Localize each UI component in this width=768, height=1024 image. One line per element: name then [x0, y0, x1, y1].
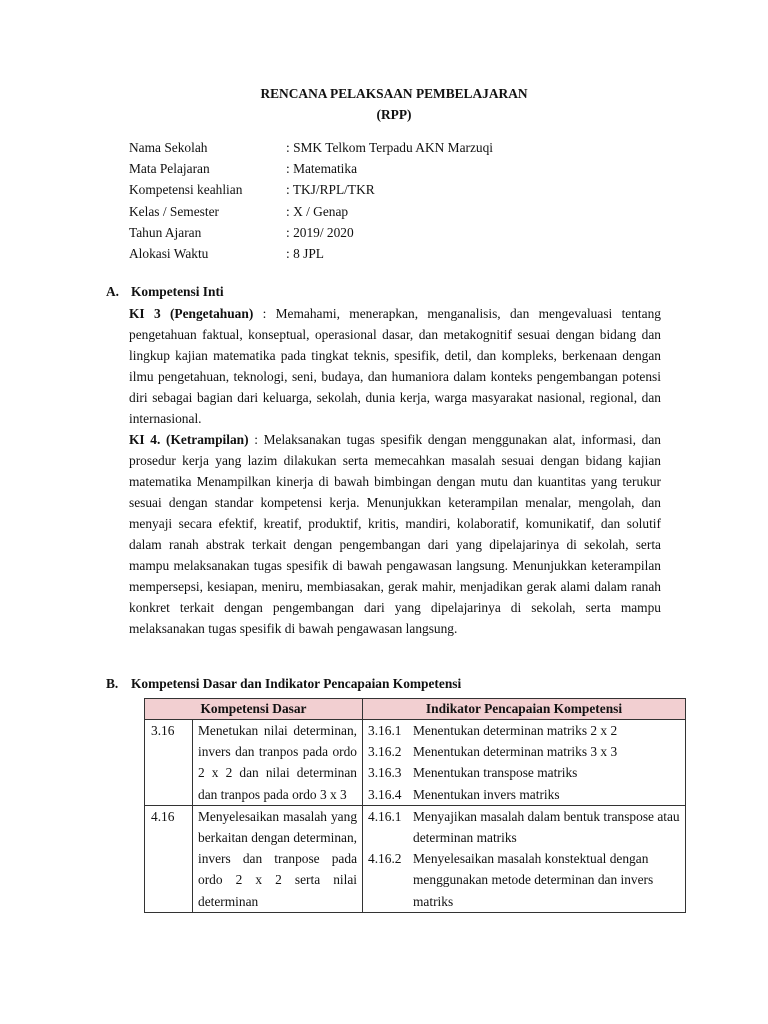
indicator-item	[368, 741, 685, 762]
ki4-paragraph	[129, 429, 661, 639]
ki4-label: KI 4. (Ketrampilan)	[129, 432, 249, 447]
ki4-text: : Melaksanakan tugas spesifik dengan menggunakan alat, informasi, dan prosedur kerja yang lazim dilakukan serta memecahkan masalah sesuai dengan bidang kajian matematika Menampilkan kinerja di bawah bimbingan dengan mutu dan kuantitas yang terukur sesuai dengan standar kompetensi kerja. Menunjukkan keterampilan menalar, mengolah, dan menyaji secara efektif, kreatif, produktif, kritis, mandiri, kolaboratif, komunikatif, dan solutif dalam ranah abstrak terkait dengan pengembangan dari yang dipelajarinya di sekolah, serta mampu melaksanakan tugas spesifik di bawah pengawasan langsung. Menunjukkan keterampilan mempersepsi, kesiapan, meniru, membiasakan, gerak mahir, menjadikan gerak alami dalam ranah konkret terkait dengan pengembangan dari yang dipelajarinya di sekolah, serta mampu melaksanakan tugas spesifik di bawah pengawasan langsung.	[129, 432, 661, 636]
info-label: Nama Sekolah	[129, 140, 208, 155]
indicator-text: Menyajikan masalah dalam bentuk transpose atau determinan matriks	[413, 808, 680, 846]
indicator-list	[363, 805, 686, 912]
table-header-row	[145, 699, 686, 720]
info-label: Alokasi Waktu	[129, 245, 209, 261]
indicator-item	[368, 806, 685, 848]
ki3-paragraph	[129, 303, 661, 429]
competency-table	[144, 698, 686, 913]
document-title: RENCANA PELAKSAAN PEMBELAJARAN	[260, 86, 528, 101]
kd-number: 4.16	[145, 805, 193, 912]
indicator-text: Menentukan determinan matriks 3 x 3	[413, 744, 618, 760]
indicator-item	[368, 784, 685, 805]
indicator-item	[368, 720, 685, 741]
section-title: Kompetensi Dasar dan Indikator Pencapaian Kompetensi	[131, 676, 462, 691]
indicator-list	[363, 720, 686, 806]
indicator-code: 3.16.2	[368, 744, 402, 760]
info-label: Tahun Ajaran	[129, 224, 202, 240]
info-value: : X / Genap	[286, 203, 349, 219]
table-row	[145, 720, 686, 806]
indicator-code: 4.16.2	[368, 851, 402, 867]
info-value: : SMK Telkom Terpadu AKN Marzuqi	[286, 140, 494, 155]
indicator-code: 3.16.3	[368, 765, 402, 781]
ki3-label: KI 3 (Pengetahuan)	[129, 306, 254, 321]
section-letter: B.	[106, 676, 119, 691]
kd-description: Menyelesaikan masalah yang berkaitan dengan determinan, invers dan tranpose pada ordo 2 x 2 serta nilai determinan	[193, 805, 363, 912]
section-a-heading	[106, 284, 224, 300]
indicator-item	[368, 762, 685, 783]
header-indikator: Indikator Pencapaian Kompetensi	[363, 699, 686, 720]
info-value: : TKJ/RPL/TKR	[286, 182, 375, 198]
info-label: Mata Pelajaran	[129, 161, 210, 177]
indicator-code: 3.16.1	[368, 723, 402, 738]
table-row	[145, 805, 686, 912]
section-b-heading	[106, 676, 461, 692]
indicator-text: Menentukan invers matriks	[413, 786, 560, 802]
ki3-text: : Memahami, menerapkan, menganalisis, dan mengevaluasi tentang pengetahuan faktual, konseptual, operasional dasar, dan metakognitif sesuai dengan bidang dan lingkup kajian matematika pada tingkat teknis, spesifik, detil, dan kompleks, berkenaan dengan ilmu pengetahuan, teknologi, seni, budaya, dan humaniora dalam konteks pengembangan potensi diri sebagai bagian dari keluarga, sekolah, dunia kerja, warga masyarakat nasional, regional, dan internasional.	[129, 306, 661, 426]
document-subtitle: (RPP)	[376, 107, 412, 122]
indicator-text: Menyelesaikan masalah konstektual dengan menggunakan metode determinan dan invers matriks	[413, 851, 654, 909]
indicator-text: Menentukan determinan matriks 2 x 2	[413, 723, 618, 738]
info-label: Kompetensi keahlian	[129, 182, 243, 198]
info-value: : 2019/ 2020	[286, 224, 354, 240]
indicator-code: 4.16.1	[368, 808, 402, 824]
kd-number: 3.16	[145, 720, 193, 806]
indicator-text: Menentukan transpose matriks	[413, 765, 578, 781]
section-letter: A.	[106, 284, 120, 299]
info-value: : Matematika	[286, 161, 358, 177]
indicator-item	[368, 848, 685, 912]
kd-description: Menetukan nilai determinan, invers dan tranpos pada ordo 2 x 2 dan nilai determinan dan tranpos pada ordo 3 x 3	[193, 720, 363, 806]
info-value: : 8 JPL	[286, 245, 324, 261]
info-label: Kelas / Semester	[129, 203, 219, 219]
section-title: Kompetensi Inti	[131, 284, 224, 299]
indicator-code: 3.16.4	[368, 786, 402, 802]
header-kompetensi-dasar: Kompetensi Dasar	[145, 699, 363, 720]
